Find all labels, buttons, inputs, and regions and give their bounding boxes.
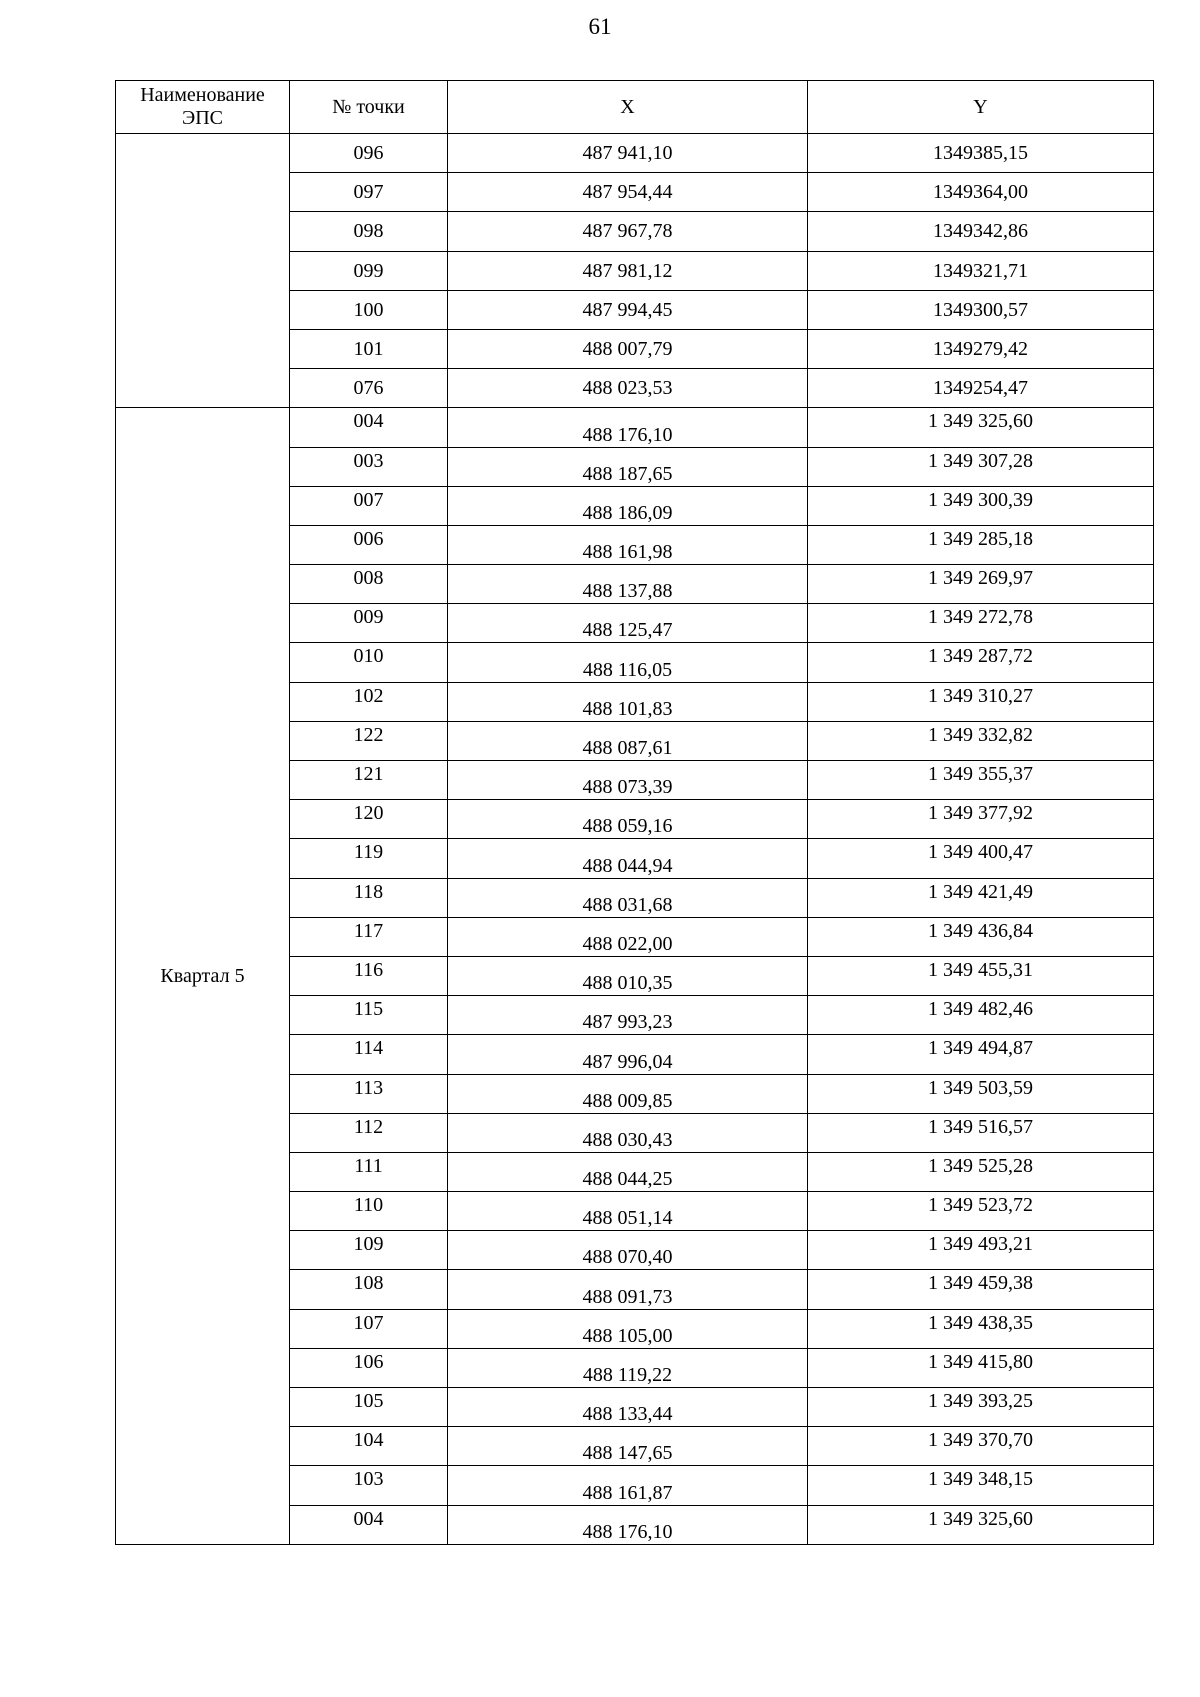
y-cell: 1 349 377,92: [808, 800, 1154, 839]
point-cell: 121: [290, 761, 448, 800]
x-cell: 487 993,23: [448, 996, 808, 1035]
x-cell: 488 031,68: [448, 878, 808, 917]
x-cell: 488 010,35: [448, 956, 808, 995]
point-cell: 110: [290, 1192, 448, 1231]
header-y: Y: [808, 81, 1154, 134]
y-cell: 1349321,71: [808, 251, 1154, 290]
point-cell: 003: [290, 447, 448, 486]
x-cell: 488 161,87: [448, 1466, 808, 1505]
y-cell: 1349279,42: [808, 329, 1154, 368]
point-cell: 009: [290, 604, 448, 643]
y-cell: 1 349 325,60: [808, 408, 1154, 447]
header-x: X: [448, 81, 808, 134]
x-cell: 488 030,43: [448, 1113, 808, 1152]
point-cell: 100: [290, 290, 448, 329]
x-cell: 487 981,12: [448, 251, 808, 290]
point-cell: 120: [290, 800, 448, 839]
y-cell: 1 349 455,31: [808, 956, 1154, 995]
x-cell: 488 059,16: [448, 800, 808, 839]
point-cell: 004: [290, 408, 448, 447]
x-cell: 488 133,44: [448, 1388, 808, 1427]
x-cell: 488 022,00: [448, 917, 808, 956]
x-cell: 488 070,40: [448, 1231, 808, 1270]
x-cell: 487 994,45: [448, 290, 808, 329]
y-cell: 1 349 300,39: [808, 486, 1154, 525]
x-cell: 488 119,22: [448, 1348, 808, 1387]
x-cell: 488 044,94: [448, 839, 808, 878]
y-cell: 1 349 348,15: [808, 1466, 1154, 1505]
point-cell: 117: [290, 917, 448, 956]
x-cell: 488 009,85: [448, 1074, 808, 1113]
point-cell: 108: [290, 1270, 448, 1309]
x-cell: 488 044,25: [448, 1152, 808, 1191]
point-cell: 116: [290, 956, 448, 995]
coordinates-table: [115, 80, 1154, 1545]
y-cell: 1 349 307,28: [808, 447, 1154, 486]
header-name-line1: Наименование: [140, 84, 265, 106]
point-cell: 109: [290, 1231, 448, 1270]
point-cell: 101: [290, 329, 448, 368]
point-cell: 097: [290, 173, 448, 212]
x-cell: 488 007,79: [448, 329, 808, 368]
y-cell: 1349385,15: [808, 134, 1154, 173]
header-name: [116, 81, 290, 134]
y-cell: 1 349 355,37: [808, 761, 1154, 800]
y-cell: 1 349 421,49: [808, 878, 1154, 917]
x-cell: 488 161,98: [448, 525, 808, 564]
x-cell: 488 091,73: [448, 1270, 808, 1309]
x-cell: 488 105,00: [448, 1309, 808, 1348]
point-cell: 119: [290, 839, 448, 878]
y-cell: 1349342,86: [808, 212, 1154, 251]
table-body: [116, 134, 1154, 1545]
y-cell: 1 349 310,27: [808, 682, 1154, 721]
point-cell: 007: [290, 486, 448, 525]
y-cell: 1 349 523,72: [808, 1192, 1154, 1231]
y-cell: 1349300,57: [808, 290, 1154, 329]
y-cell: 1 349 285,18: [808, 525, 1154, 564]
y-cell: 1 349 516,57: [808, 1113, 1154, 1152]
point-cell: 102: [290, 682, 448, 721]
x-cell: 488 087,61: [448, 721, 808, 760]
point-cell: 122: [290, 721, 448, 760]
x-cell: 488 116,05: [448, 643, 808, 682]
x-cell: 488 023,53: [448, 369, 808, 408]
x-cell: 488 187,65: [448, 447, 808, 486]
page-number: 61: [588, 14, 612, 39]
y-cell: 1 349 503,59: [808, 1074, 1154, 1113]
y-cell: 1349364,00: [808, 173, 1154, 212]
point-cell: 098: [290, 212, 448, 251]
y-cell: 1 349 370,70: [808, 1427, 1154, 1466]
y-cell: 1 349 459,38: [808, 1270, 1154, 1309]
y-cell: 1 349 525,28: [808, 1152, 1154, 1191]
header-point: № точки: [290, 81, 448, 134]
point-cell: 006: [290, 525, 448, 564]
point-cell: 076: [290, 369, 448, 408]
y-cell: 1 349 332,82: [808, 721, 1154, 760]
x-cell: 488 176,10: [448, 1505, 808, 1544]
point-cell: 106: [290, 1348, 448, 1387]
point-cell: 107: [290, 1309, 448, 1348]
table-row: [116, 134, 1154, 173]
y-cell: 1 349 269,97: [808, 565, 1154, 604]
x-cell: 488 186,09: [448, 486, 808, 525]
point-cell: 113: [290, 1074, 448, 1113]
group-name-cell: [116, 134, 290, 408]
y-cell: 1 349 494,87: [808, 1035, 1154, 1074]
group-name-cell: Квартал 5: [116, 408, 290, 1544]
x-cell: 488 101,83: [448, 682, 808, 721]
table-row: [116, 408, 1154, 447]
y-cell: 1 349 393,25: [808, 1388, 1154, 1427]
x-cell: 488 125,47: [448, 604, 808, 643]
x-cell: 488 176,10: [448, 408, 808, 447]
y-cell: 1 349 325,60: [808, 1505, 1154, 1544]
y-cell: 1 349 400,47: [808, 839, 1154, 878]
x-cell: 488 137,88: [448, 565, 808, 604]
y-cell: 1 349 438,35: [808, 1309, 1154, 1348]
point-cell: 103: [290, 1466, 448, 1505]
point-cell: 099: [290, 251, 448, 290]
point-cell: 096: [290, 134, 448, 173]
point-cell: 112: [290, 1113, 448, 1152]
header-name-line2: ЭПС: [182, 107, 223, 129]
y-cell: 1 349 287,72: [808, 643, 1154, 682]
point-cell: 008: [290, 565, 448, 604]
point-cell: 118: [290, 878, 448, 917]
x-cell: 488 147,65: [448, 1427, 808, 1466]
y-cell: 1 349 482,46: [808, 996, 1154, 1035]
point-cell: 010: [290, 643, 448, 682]
y-cell: 1349254,47: [808, 369, 1154, 408]
point-cell: 115: [290, 996, 448, 1035]
point-cell: 114: [290, 1035, 448, 1074]
point-cell: 004: [290, 1505, 448, 1544]
y-cell: 1 349 272,78: [808, 604, 1154, 643]
y-cell: 1 349 493,21: [808, 1231, 1154, 1270]
x-cell: 487 967,78: [448, 212, 808, 251]
y-cell: 1 349 436,84: [808, 917, 1154, 956]
x-cell: 487 996,04: [448, 1035, 808, 1074]
y-cell: 1 349 415,80: [808, 1348, 1154, 1387]
x-cell: 487 941,10: [448, 134, 808, 173]
table-header-row: [116, 81, 1154, 134]
x-cell: 488 073,39: [448, 761, 808, 800]
point-cell: 105: [290, 1388, 448, 1427]
x-cell: 487 954,44: [448, 173, 808, 212]
x-cell: 488 051,14: [448, 1192, 808, 1231]
point-cell: 104: [290, 1427, 448, 1466]
point-cell: 111: [290, 1152, 448, 1191]
